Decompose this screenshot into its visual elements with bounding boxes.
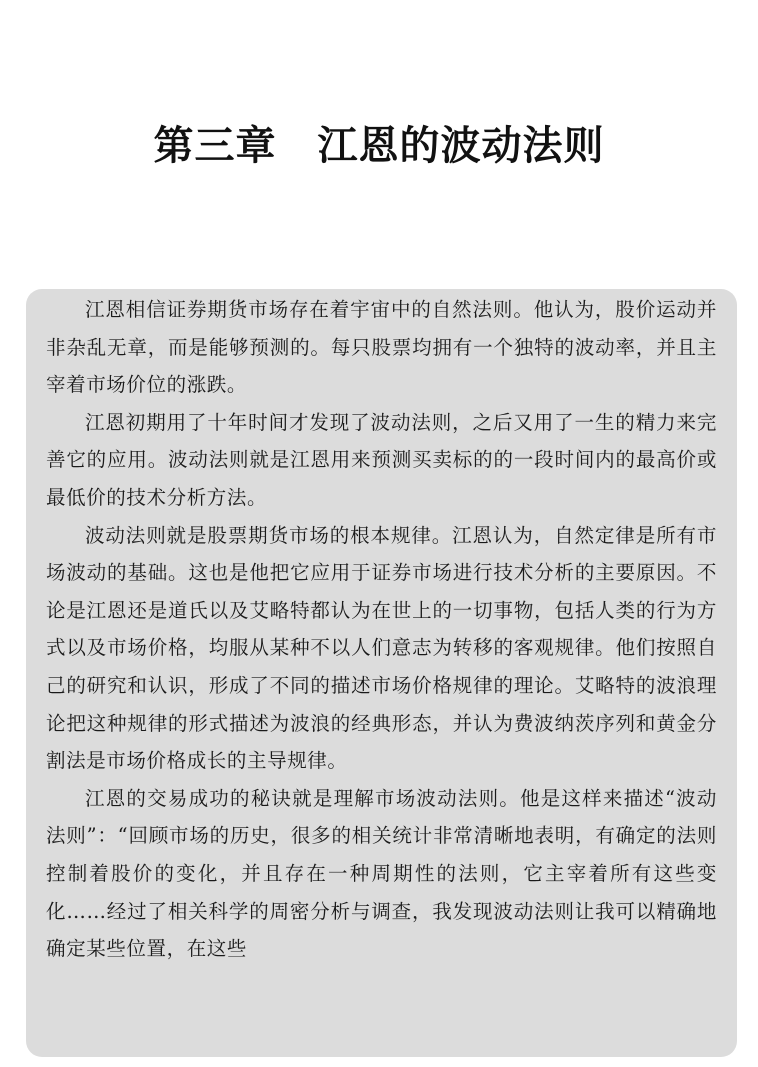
chapter-title: 第三章 江恩的波动法则 — [153, 123, 605, 169]
paragraph-4: 江恩的交易成功的秘诀就是理解市场波动法则。他是这样来描述“波动法则”：“回顾市场的历史，很多的相关统计非常清晰地表明，有确定的法则控制着股价的变化，并且存在一种周期性的法则，它主宰着所有这些变化……经过了相关科学的周密分析与调查，我发现波动法则让我可以精确地确定某些位置，在这些 — [46, 786, 717, 961]
paragraph-3: 波动法则就是股票期货市场的根本规律。江恩认为，自然定律是所有市场波动的基础。这也是他把它应用于证券市场进行技术分析的主要原因。不论是江恩还是道氏以及艾略特都认为在世上的一切事物，包括人类的行为方式以及市场价格，均服从某种不以人们意志为转移的客观规律。他们按照自己的研究和认识，形成了不同的描述市场价格规律的理论。艾略特的波浪理论把这种规律的形式描述为波浪的经典形态，并认为费波纳茨序列和黄金分割法是市场价格成长的主导规律。 — [46, 523, 717, 773]
body-text-box — [26, 289, 737, 1057]
paragraph-2: 江恩初期用了十年时间才发现了波动法则，之后又用了一生的精力来完善它的应用。波动法则就是江恩用来预测买卖标的的一段时间内的最高价或最低价的技术分析方法。 — [46, 410, 717, 509]
paragraph-1: 江恩相信证券期货市场存在着宇宙中的自然法则。他认为，股价运动并非杂乱无章，而是能够预测的。每只股票均拥有一个独特的波动率，并且主宰着市场价位的涨跌。 — [46, 298, 717, 397]
